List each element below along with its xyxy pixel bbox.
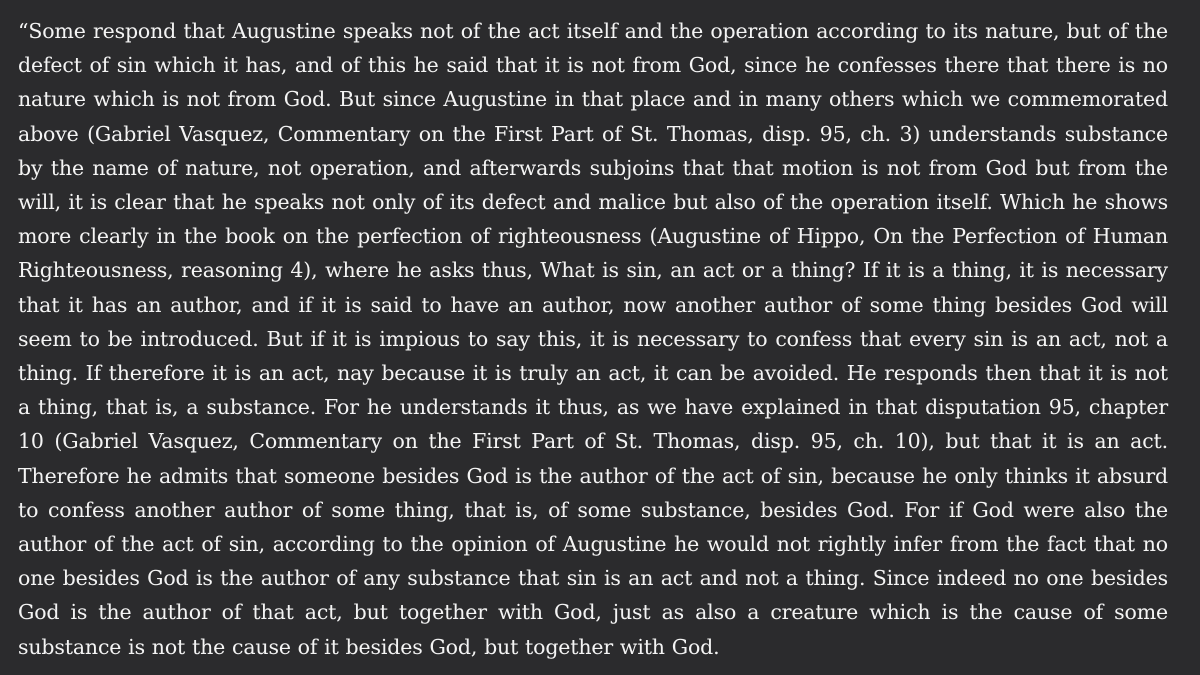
quoted-passage: “Some respond that Augustine speaks not of the act itself and the operation according to its nature, but of the defect of sin which it has, and of this he said that it is not from God, since he confesses there that there is no nature which is not from God. But since Augustine in that place and in many others which we commemorated above (Gabriel Vasquez, Commentary on the First Part of St. Thomas, disp. 95, ch. 3) understands substance by the name of nature, not operation, and afterwards subjoins that that motion is not from God but from the will, it is clear that he speaks not only of its defect and malice but also of the operation itself. Which he shows more clearly in the book on the perfection of righteousness (Augustine of Hippo, On the Perfection of Human Righteousness, reasoning 4), where he asks thus, What is sin, an act or a thing? If it is a thing, it is necessary that it has an author, and if it is said to have an author, now another author of some thing besides God will seem to be introduced. But if it is impious to say this, it is necessary to confess that every sin is an act, not a thing. If therefore it is an act, nay because it is truly an act, it can be avoided. He responds then that it is not a thing, that is, a substance. For he understands it thus, as we have explained in that disputation 95, chapter 10 (Gabriel Vasquez, Commentary on the First Part of St. Thomas, disp. 95, ch. 10), but that it is an act. Therefore he admits that someone besides God is the author of the act of sin, because he only thinks it absurd to confess another author of some thing, that is, of some substance, besides God. For if God were also the author of the act of sin, according to the opinion of Augustine he would not rightly infer from the fact that no one besides God is the author of any substance that sin is an act and not a thing. Since indeed no one besides God is the author of that act, but together with God, just as also a creature which is the cause of some substance is not the cause of it besides God, but together with God. xyxy=(18,19,1168,659)
